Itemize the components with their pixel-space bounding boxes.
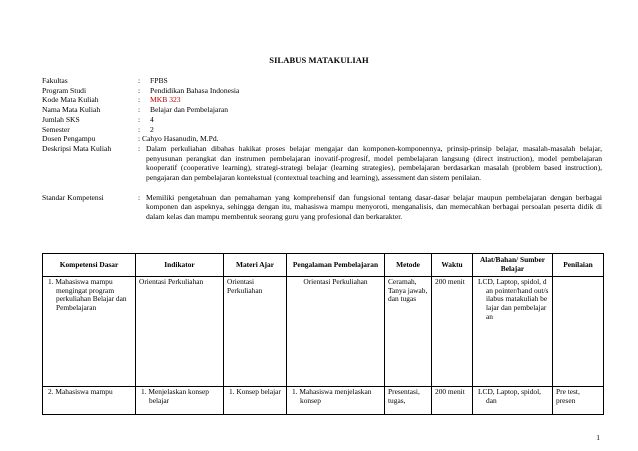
info-separator: : — [138, 76, 141, 85]
table-row — [43, 277, 604, 387]
table-cell: 200 menit — [432, 277, 473, 387]
table-cell — [553, 277, 604, 387]
info-separator: : — [138, 105, 141, 115]
table-cell: Presentasi, tugas, — [385, 387, 432, 415]
info-row-deskripsi — [42, 144, 602, 183]
info-label: Deskripsi Mata Kuliah — [42, 143, 112, 153]
table-cell: Ceramah, Tanya jawab, dan tugas — [385, 277, 432, 387]
info-label: Nama Mata Kuliah — [42, 105, 101, 115]
cell-text: 1. Konsep belajar — [229, 387, 281, 396]
table-cell: Orientasi Perkuliahan — [224, 277, 287, 387]
cell-text: 1. Mahasiswa mampu mengingat program perkuliahan Belajar dan Pembelajaran — [48, 277, 127, 313]
info-label: Kode Mata Kuliah — [42, 95, 99, 105]
info-separator: : — [138, 114, 141, 124]
info-value: Pendidikan Bahasa Indonesia — [150, 85, 240, 95]
info-label: Semester — [42, 124, 70, 134]
table-row — [43, 387, 604, 415]
info-separator: : — [138, 143, 141, 153]
info-separator: : — [138, 192, 141, 202]
info-value: 2 — [150, 124, 154, 134]
info-label: Program Studi — [42, 85, 87, 95]
table-cell — [224, 387, 287, 415]
info-label: Jumlah SKS — [42, 114, 80, 124]
table-cell — [43, 387, 136, 415]
cell-text: 1. Mahasiswa menjelaskan konsep — [292, 387, 372, 405]
table-cell — [43, 277, 136, 387]
table-cell: Pre test, presen — [553, 387, 604, 415]
info-row-semester — [42, 125, 602, 135]
table-cell — [287, 387, 385, 415]
info-value: FPBS — [150, 76, 168, 85]
page-title: SILABUS MATAKULIAH — [269, 55, 369, 65]
info-row-dosen-pengampu — [42, 134, 602, 144]
column-header: Metode — [385, 254, 432, 277]
cell-text: 1. Menjelaskan konsep belajar — [141, 387, 209, 405]
syllabus-table — [42, 253, 604, 415]
column-header: Pengalaman Pembelajaran — [287, 254, 385, 277]
course-info — [42, 76, 602, 222]
cell-text: LCD, Laptop, spidol, dan — [478, 387, 542, 405]
table-cell — [136, 387, 224, 415]
cell-text: 2. Mahasiswa mampu — [48, 387, 113, 396]
info-label: Fakultas — [42, 76, 68, 85]
column-header: Alat/Bahan/ Sumber Belajar — [473, 254, 553, 277]
info-value: Belajar dan Pembelajaran — [150, 105, 229, 115]
column-header: Penilaian — [553, 254, 604, 277]
column-header: Materi Ajar — [224, 254, 287, 277]
info-separator: : — [138, 95, 141, 105]
info-row-jumlah-sks — [42, 115, 602, 125]
info-value: 4 — [150, 114, 154, 124]
info-label: Dosen Pengampu — [42, 134, 96, 144]
info-label: Standar Kompetensi — [42, 192, 104, 202]
course-description: Dalam perkuliahan dibahas hakikat proses belajar mengajar dan komponen-komponennya, prinsip-prinsip belajar, masalah-masalah belajar, penyusunan perangkat dan instrumen pembelajaran inovatif-progresif, model pembelajaran langsung (direct instruction), model pembelajaran kooperatif (cooperative learning), strategi-strategi belajar (learning strategies), pembelajaran berdasarkan masalah (problem based instruction), pengajaran dan pembelajaran kontekstual (contextual teaching and learning), assessment dan sistem penilaian. — [146, 143, 602, 183]
table-cell: 200 menit — [432, 387, 473, 415]
info-row-standar-kompetensi — [42, 193, 602, 222]
competency-standard: Memiliki pengetahuan dan pemahaman yang komprehensif dan fungsional tentang dasar-dasar belajar maupun pembelajaran dengan berbagai komponen dan aspeknya, sehingga dengan itu, mahasiswa mampu menyoroti, menganalisis, dan memecahkan berbagai persoalan peserta didik di dalam kelas dan mampu membentuk seorang guru yang profesional dan berkarakter. — [146, 192, 602, 222]
cell-text: LCD, Laptop, spidol, dan pointer/hand out/silabus matakuliah belajar dan pembelajaran — [478, 277, 549, 321]
column-header: Kompetensi Dasar — [43, 254, 136, 277]
info-separator: : — [138, 85, 141, 95]
info-separator: : — [138, 134, 141, 144]
info-row-nama-mata-kuliah — [42, 105, 602, 115]
table-header-row — [43, 254, 604, 277]
table-cell: Orientasi Perkuliahan — [136, 277, 224, 387]
info-value: Cahyo Hasanudin, M.Pd. — [142, 134, 219, 144]
info-row-program-studi — [42, 86, 602, 96]
page-number: 1 — [596, 433, 600, 442]
column-header: Waktu — [432, 254, 473, 277]
table-cell: Orientasi Perkuliahan — [287, 277, 385, 387]
course-code-value: MKB 323 — [150, 95, 181, 105]
table-cell — [473, 387, 553, 415]
info-separator: : — [138, 124, 141, 134]
info-row-kode-mata-kuliah — [42, 95, 602, 105]
table-cell — [473, 277, 553, 387]
info-row-fakultas — [42, 76, 602, 86]
column-header: Indikator — [136, 254, 224, 277]
